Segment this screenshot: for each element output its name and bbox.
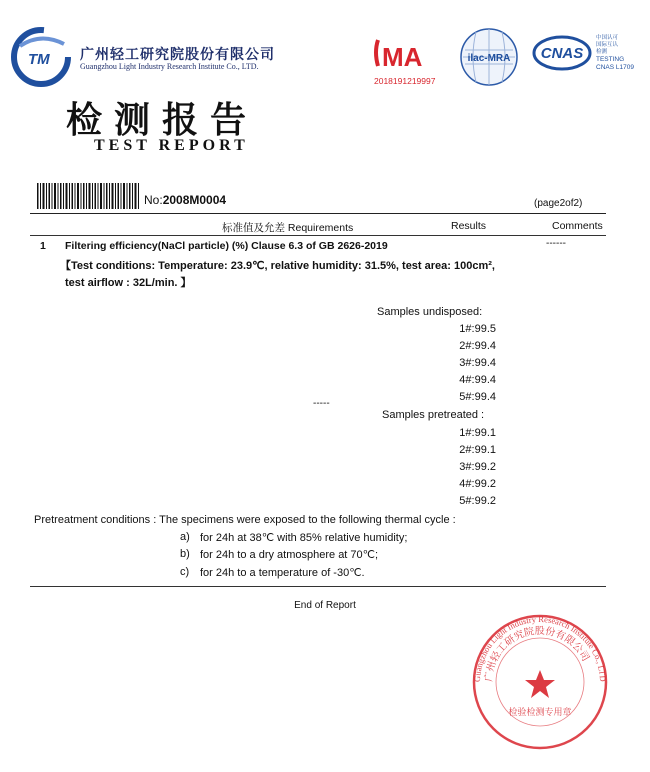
- ilac-text: ilac-MRA: [467, 53, 511, 64]
- header-rule: [30, 213, 606, 214]
- cycle-text: for 24h at 38℃ with 85% relative humidity;: [200, 532, 408, 544]
- gtm-logo: [10, 26, 72, 88]
- col-header-requirements: 标准值及允差 Requirements: [222, 222, 354, 234]
- report-number-label: No:: [144, 193, 163, 207]
- header-bottom-rule: [30, 235, 606, 236]
- seal-ring-en: Guangzhou Light Industry Research Institute Co., LTD: [471, 613, 609, 683]
- cnas-side-line: 中国认可: [596, 35, 619, 41]
- official-seal: [470, 612, 610, 752]
- page-indicator: (page2of2): [534, 198, 583, 209]
- seal-star-icon: [525, 670, 555, 698]
- svg-text:Guangzhou Light Industry Resea: [470, 612, 608, 682]
- end-of-report: End of Report: [294, 600, 356, 611]
- item-comment: ------: [546, 238, 566, 249]
- cycle-letter: c): [180, 566, 190, 578]
- cycle-text: for 24h to a dry atmosphere at 70℃;: [200, 549, 379, 561]
- seal-bottom-cn: 检验检测专用章: [508, 708, 572, 718]
- cycle-letter: a): [180, 531, 190, 543]
- pretreatment-conditions: Pretreatment conditions : The specimens were exposed to the following thermal cycle :: [34, 514, 456, 526]
- undisposed-result: 1#:99.5: [459, 323, 496, 335]
- col-header-comments: Comments: [552, 220, 603, 232]
- item-title: Filtering efficiency(NaCl particle) (%) Clause 6.3 of GB 2626-2019: [65, 240, 388, 252]
- item-requirement: -----: [313, 398, 330, 409]
- cma-mark: [372, 34, 442, 90]
- svg-text:TM: TM: [28, 51, 50, 68]
- cnas-side-line: TESTING: [596, 56, 625, 63]
- pretreated-result: 3#:99.2: [459, 461, 496, 473]
- cnas-text: CNAS: [540, 45, 584, 62]
- barcode: [36, 182, 140, 210]
- cnas-mark: [532, 30, 642, 76]
- cycle-letter: b): [180, 548, 190, 560]
- item-number: 1: [40, 240, 46, 252]
- pretreated-label: Samples pretreated :: [382, 409, 485, 421]
- undisposed-result: 4#:99.4: [459, 374, 496, 386]
- organization-name-cn: 广州轻工研究院股份有限公司: [80, 47, 275, 63]
- cnas-side-line: 检测: [596, 49, 608, 55]
- test-conditions-line2: test airflow : 32L/min. 】: [65, 277, 192, 289]
- col-header-results: Results: [451, 220, 487, 232]
- report-title-en: TEST REPORT: [94, 137, 249, 154]
- report-title-cn: 检测报告: [66, 100, 259, 141]
- ma-text: MA: [382, 42, 423, 72]
- report-number: [144, 193, 226, 207]
- cnas-side-line: 国际互认: [596, 42, 619, 48]
- pretreated-result: 5#:99.2: [459, 495, 496, 507]
- cycle-text: for 24h to a temperature of -30℃.: [200, 567, 365, 579]
- seal-ring-cn: 广州轻工研究院股份有限公司: [483, 625, 591, 683]
- test-conditions-line1: 【Test conditions: Temperature: 23.9℃, relative humidity: 31.5%, test area: 100cm²,: [60, 260, 495, 272]
- end-rule: [30, 586, 606, 587]
- organization-name-en: Guangzhou Light Industry Research Institute Co., LTD.: [80, 62, 259, 71]
- report-number-value: 2008M0004: [162, 193, 227, 207]
- ma-number: 2018191219997: [374, 76, 436, 86]
- pretreated-result: 2#:99.1: [459, 444, 496, 456]
- undisposed-label: Samples undisposed:: [377, 306, 483, 318]
- undisposed-result: 3#:99.4: [459, 357, 496, 369]
- undisposed-result: 2#:99.4: [459, 340, 496, 352]
- cnas-side-line: CNAS L1709: [596, 64, 634, 71]
- undisposed-result: 5#:99.4: [459, 391, 496, 403]
- ilac-mra-mark: [458, 26, 520, 88]
- pretreated-result: 1#:99.1: [459, 427, 496, 439]
- pretreated-result: 4#:99.2: [459, 478, 496, 490]
